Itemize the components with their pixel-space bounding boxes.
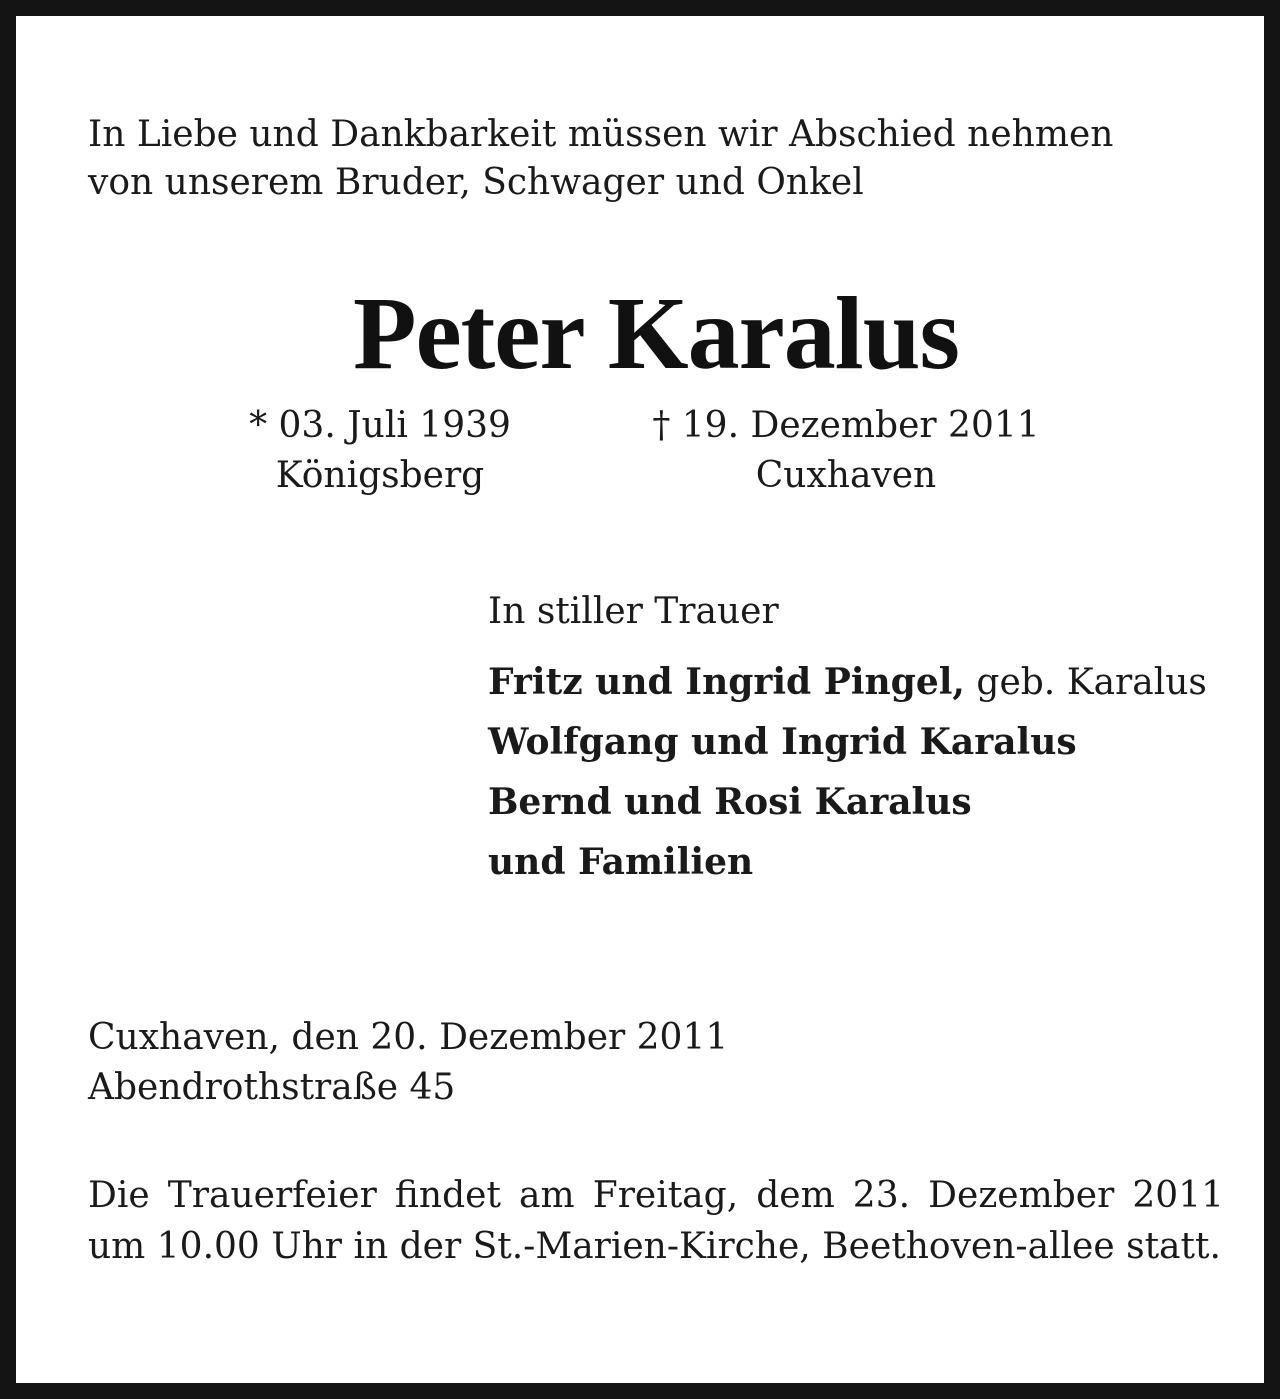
death-date: † 19. Dezember 2011 [652, 405, 1040, 446]
place-date-line: Cuxhaven, den 20. Dezember 2011 [88, 1017, 729, 1058]
address-line: Abendrothstraße 45 [88, 1067, 456, 1108]
mourners-heading: In stiller Trauer [488, 591, 779, 632]
birth-date: * 03. Juli 1939 [249, 405, 511, 446]
deceased-name: Peter Karalus [352, 276, 960, 391]
mourner-line-2: Wolfgang und Ingrid Karalus [488, 721, 1077, 763]
death-info [636, 405, 1056, 496]
mourner-line-1 [488, 661, 1207, 703]
mourner-line-1-names: Fritz und Ingrid Pingel, [488, 661, 965, 703]
mourner-line-1-suffix: geb. Karalus [964, 662, 1207, 703]
mourner-line-3: Bernd und Rosi Karalus [488, 781, 972, 823]
death-place: Cuxhaven [755, 455, 937, 496]
intro-line-2: von unserem Bruder, Schwager und Onkel [88, 162, 864, 203]
intro-line-1: In Liebe und Dankbarkeit müssen wir Abschied nehmen [88, 114, 1114, 155]
birth-place: Königsberg [275, 455, 485, 496]
mourner-line-4: und Familien [488, 841, 754, 883]
funeral-notice: Die Trauerfeier findet am Freitag, dem 23. Dezember 2011 um 10.00 Uhr in der St.-Marien-Kirche, Beethoven-allee statt. [88, 1175, 1224, 1267]
birth-info [234, 405, 526, 496]
